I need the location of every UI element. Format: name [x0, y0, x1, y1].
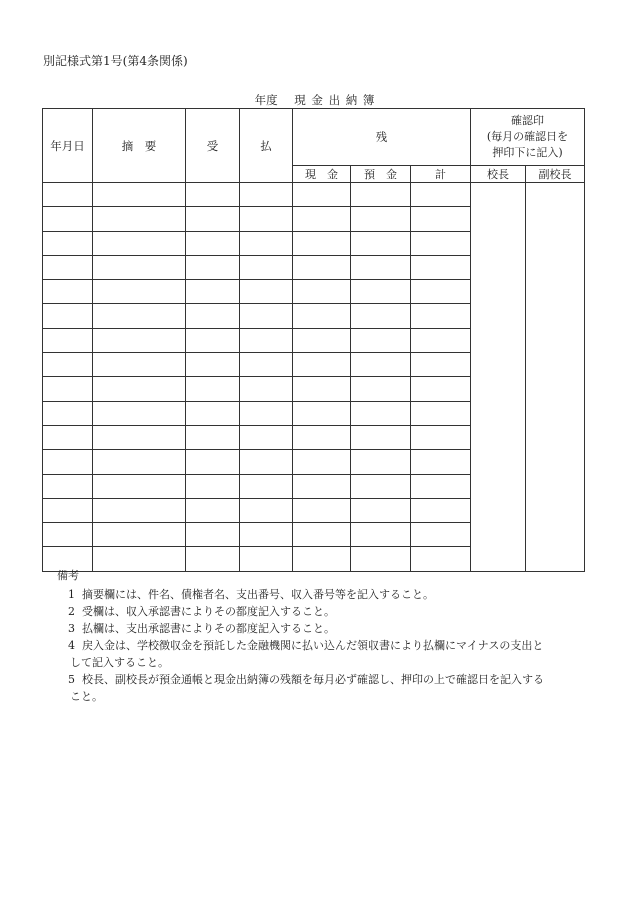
cell-summary[interactable] — [93, 231, 186, 255]
cell-pay[interactable] — [240, 207, 293, 231]
cell-cash[interactable] — [293, 498, 351, 522]
note-number: 1 — [68, 588, 75, 601]
note-number: 5 — [68, 673, 75, 686]
cell-total[interactable] — [411, 255, 471, 279]
cell-summary[interactable] — [93, 255, 186, 279]
cell-deposit[interactable] — [351, 328, 411, 352]
cell-total[interactable] — [411, 377, 471, 401]
cell-summary[interactable] — [93, 328, 186, 352]
cell-deposit[interactable] — [351, 377, 411, 401]
cell-summary[interactable] — [93, 450, 186, 474]
cell-total[interactable] — [411, 183, 471, 207]
cell-total[interactable] — [411, 207, 471, 231]
cell-total[interactable] — [411, 280, 471, 304]
cell-total[interactable] — [411, 474, 471, 498]
cell-receive[interactable] — [186, 377, 240, 401]
cell-summary[interactable] — [93, 425, 186, 449]
note-text: 校長、副校長が預金通帳と現金出納簿の残額を毎月必ず確認し、押印の上で確認日を記入する — [82, 673, 544, 686]
cell-pay[interactable] — [240, 523, 293, 547]
cell-date[interactable] — [43, 425, 93, 449]
note-text: 払欄は、支出承認書によりその都度記入すること。 — [82, 622, 335, 635]
confirm-line-2: (毎月の確認日を — [486, 130, 569, 143]
cell-date[interactable] — [43, 353, 93, 377]
cell-summary[interactable] — [93, 353, 186, 377]
ledger-row — [43, 183, 585, 207]
note-continuation: して記入すること。 — [70, 656, 169, 669]
cell-principal-seal[interactable] — [471, 183, 526, 572]
cell-date[interactable] — [43, 401, 93, 425]
cell-summary[interactable] — [93, 207, 186, 231]
cell-receive[interactable] — [186, 207, 240, 231]
cell-pay[interactable] — [240, 474, 293, 498]
note-number: 2 — [68, 605, 75, 618]
cell-total[interactable] — [411, 498, 471, 522]
cell-pay[interactable] — [240, 401, 293, 425]
note-item — [55, 586, 585, 603]
title-main: 現 金 出 納 簿 — [294, 93, 376, 107]
subheader-total: 計 — [411, 166, 471, 183]
cell-deposit[interactable] — [351, 498, 411, 522]
cell-deposit[interactable] — [351, 183, 411, 207]
cell-pay[interactable] — [240, 280, 293, 304]
note-item — [55, 603, 585, 620]
cell-date[interactable] — [43, 183, 93, 207]
cell-receive[interactable] — [186, 425, 240, 449]
cell-receive[interactable] — [186, 498, 240, 522]
cell-summary[interactable] — [93, 523, 186, 547]
cell-receive[interactable] — [186, 255, 240, 279]
cell-receive[interactable] — [186, 353, 240, 377]
cell-total[interactable] — [411, 425, 471, 449]
cell-cash[interactable] — [293, 523, 351, 547]
cell-date[interactable] — [43, 280, 93, 304]
cell-date[interactable] — [43, 255, 93, 279]
cell-date[interactable] — [43, 450, 93, 474]
cell-receive[interactable] — [186, 231, 240, 255]
note-text: 戻入金は、学校徴収金を預託した金融機関に払い込んだ領収書により払欄にマイナスの支出と — [82, 639, 544, 652]
cell-cash[interactable] — [293, 401, 351, 425]
cell-cash[interactable] — [293, 231, 351, 255]
cell-cash[interactable] — [293, 328, 351, 352]
cell-pay[interactable] — [240, 304, 293, 328]
document-title — [0, 92, 630, 108]
cell-summary[interactable] — [93, 183, 186, 207]
cell-total[interactable] — [411, 231, 471, 255]
note-number: 3 — [68, 622, 75, 635]
subheader-cash: 現 金 — [293, 166, 351, 183]
cell-deposit[interactable] — [351, 425, 411, 449]
header-summary: 摘 要 — [93, 109, 186, 183]
notes-heading: 備考 — [57, 569, 79, 582]
cell-receive[interactable] — [186, 280, 240, 304]
note-item — [55, 637, 585, 671]
cell-date[interactable] — [43, 231, 93, 255]
header-receive: 受 — [186, 109, 240, 183]
cell-receive[interactable] — [186, 450, 240, 474]
cell-cash[interactable] — [293, 183, 351, 207]
cell-total[interactable] — [411, 401, 471, 425]
note-number: 4 — [68, 639, 75, 652]
cell-pay[interactable] — [240, 328, 293, 352]
confirm-line-3: 押印下に記入) — [492, 146, 563, 159]
cell-total[interactable] — [411, 450, 471, 474]
ledger-body — [43, 183, 585, 572]
cell-total[interactable] — [411, 304, 471, 328]
cell-cash[interactable] — [293, 474, 351, 498]
cell-deposit[interactable] — [351, 523, 411, 547]
cell-summary[interactable] — [93, 401, 186, 425]
cell-cash[interactable] — [293, 304, 351, 328]
cell-vice-principal-seal[interactable] — [526, 183, 585, 572]
confirm-line-1: 確認印 — [511, 114, 545, 127]
cell-cash[interactable] — [293, 353, 351, 377]
cell-cash[interactable] — [293, 425, 351, 449]
cell-summary[interactable] — [93, 498, 186, 522]
cell-pay[interactable] — [240, 183, 293, 207]
header-confirm-seal — [471, 109, 585, 166]
cell-date[interactable] — [43, 523, 93, 547]
cell-date[interactable] — [43, 498, 93, 522]
cell-summary[interactable] — [93, 474, 186, 498]
notes-section — [55, 567, 585, 705]
cell-cash[interactable] — [293, 255, 351, 279]
cell-deposit[interactable] — [351, 304, 411, 328]
header-balance: 残 — [293, 109, 471, 166]
cell-deposit[interactable] — [351, 255, 411, 279]
subheader-vice-principal: 副校長 — [526, 166, 585, 183]
cell-deposit[interactable] — [351, 353, 411, 377]
cell-total[interactable] — [411, 328, 471, 352]
cell-pay[interactable] — [240, 231, 293, 255]
cell-deposit[interactable] — [351, 474, 411, 498]
cell-deposit[interactable] — [351, 280, 411, 304]
cell-receive[interactable] — [186, 474, 240, 498]
subheader-deposit: 預 金 — [351, 166, 411, 183]
cell-deposit[interactable] — [351, 207, 411, 231]
cell-date[interactable] — [43, 304, 93, 328]
cell-date[interactable] — [43, 207, 93, 231]
note-item — [55, 671, 585, 705]
cell-pay[interactable] — [240, 450, 293, 474]
cell-deposit[interactable] — [351, 401, 411, 425]
header-date: 年月日 — [43, 109, 93, 183]
cell-date[interactable] — [43, 474, 93, 498]
note-text: 摘要欄には、件名、債権者名、支出番号、収入番号等を記入すること。 — [82, 588, 434, 601]
cell-cash[interactable] — [293, 280, 351, 304]
subheader-principal: 校長 — [471, 166, 526, 183]
note-item — [55, 620, 585, 637]
cell-cash[interactable] — [293, 450, 351, 474]
title-year: 年度 — [254, 93, 278, 107]
cell-date[interactable] — [43, 328, 93, 352]
cell-pay[interactable] — [240, 425, 293, 449]
cell-deposit[interactable] — [351, 450, 411, 474]
cash-ledger-table — [42, 108, 585, 572]
cell-summary[interactable] — [93, 304, 186, 328]
cell-pay[interactable] — [240, 377, 293, 401]
cell-receive[interactable] — [186, 328, 240, 352]
cell-summary[interactable] — [93, 377, 186, 401]
note-text: 受欄は、収入承認書によりその都度記入すること。 — [82, 605, 335, 618]
cell-date[interactable] — [43, 377, 93, 401]
cell-deposit[interactable] — [351, 231, 411, 255]
cell-pay[interactable] — [240, 255, 293, 279]
cell-cash[interactable] — [293, 207, 351, 231]
cell-receive[interactable] — [186, 401, 240, 425]
cell-pay[interactable] — [240, 498, 293, 522]
header-pay: 払 — [240, 109, 293, 183]
cell-total[interactable] — [411, 353, 471, 377]
cell-total[interactable] — [411, 523, 471, 547]
cell-receive[interactable] — [186, 523, 240, 547]
cell-summary[interactable] — [93, 280, 186, 304]
cell-cash[interactable] — [293, 377, 351, 401]
note-continuation: こと。 — [70, 690, 103, 703]
cell-pay[interactable] — [240, 353, 293, 377]
cell-receive[interactable] — [186, 304, 240, 328]
form-label: 別記様式第1号(第4条関係) — [43, 54, 188, 68]
cell-receive[interactable] — [186, 183, 240, 207]
